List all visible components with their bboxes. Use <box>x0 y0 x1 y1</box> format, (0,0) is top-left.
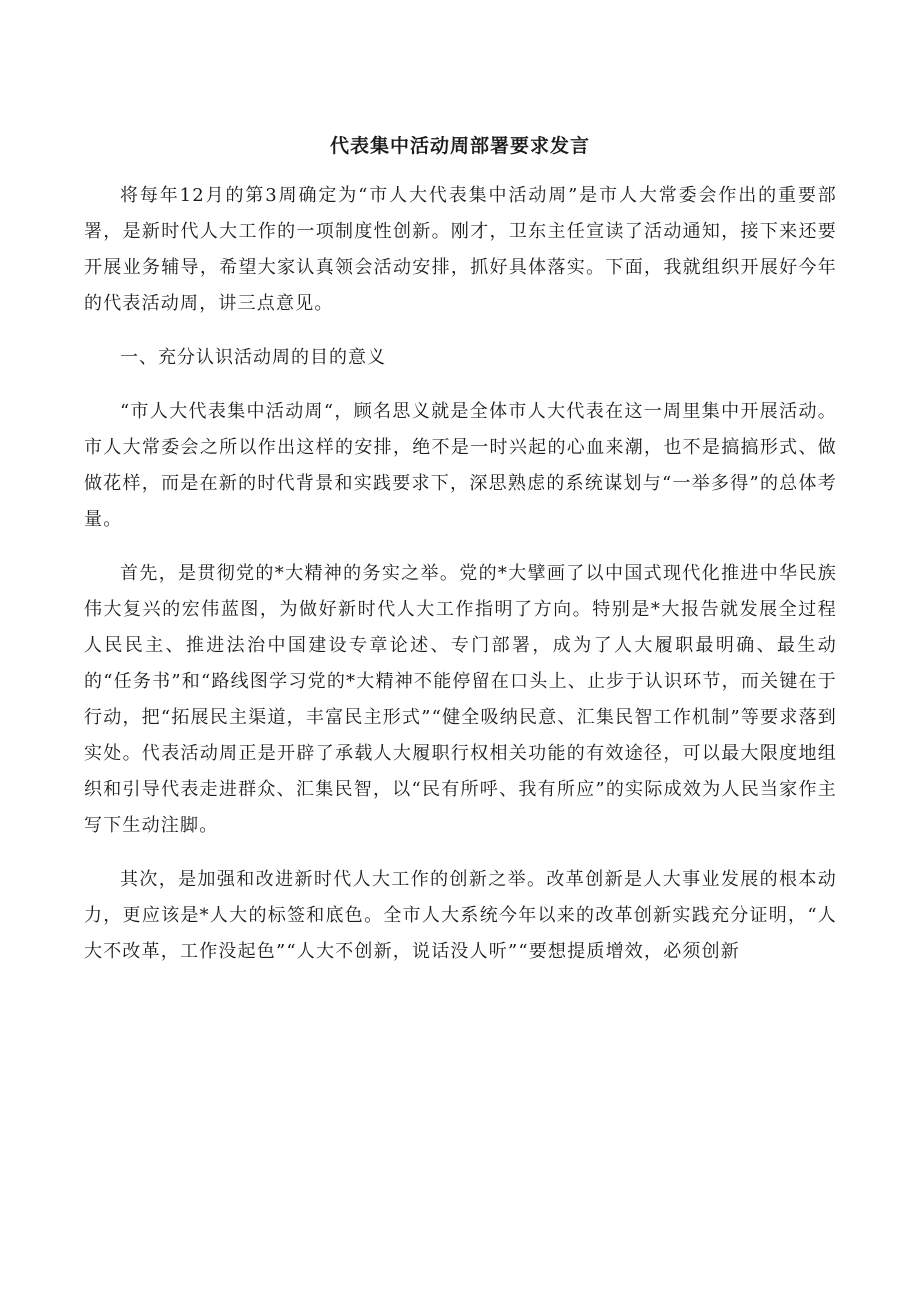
document-title: 代表集中活动周部署要求发言 <box>329 135 590 157</box>
document-body <box>84 178 837 988</box>
section-heading-1: 一、充分认识活动周的目的意义 <box>120 347 386 368</box>
paragraph-second: 其次，是加强和改进新时代人大工作的创新之举。改革创新是人大事业发展的根本动力，更应该是*人大的标签和底色。全市人大系统今年以来的改革创新实践充分证明，“人大不改革，工作没起色”“人大不创新，说话没人听”“要想提质增效，必须创新 <box>84 869 837 962</box>
paragraph-first: 首先，是贯彻党的*大精神的务实之举。党的*大擘画了以中国式现代化推进中华民族伟大复兴的宏伟蓝图，为做好新时代人大工作指明了方向。特别是*大报告就发展全过程人民民主、推进法治中国建设专章论述、专门部署，成为了人大履职最明确、最生动的“任务书”和“路线图学习党的*大精神不能停留在口头上、止步于认识环节，而关键在于行动，把“拓展民主渠道，丰富民主形式”“健全吸纳民意、汇集民智工作机制”等要求落到实处。代表活动周正是开辟了承载人大履职行权相关功能的有效途径，可以最大限度地组织和引导代表走进群众、汇集民智，以“民有所呼、我有所应”的实际成效为人民当家作主写下生动注脚。 <box>84 563 837 836</box>
paragraph-intro: 将每年12月的第3周确定为“市人大代表集中活动周”是市人大常委会作出的重要部署，是新时代人大工作的一项制度性创新。刚才，卫东主任宣读了活动通知，接下来还要开展业务辅导，希望大家认真领会活动安排，抓好具体落实。下面，我就组织开展好今年的代表活动周，讲三点意见。 <box>84 185 837 314</box>
paragraph-meaning: “市人大代表集中活动周“，顾名思义就是全体市人大代表在这一周里集中开展活动。市人大常委会之所以作出这样的安排，绝不是一时兴起的心血来潮，也不是搞搞形式、做做花样，而是在新的时代背景和实践要求下，深思熟虑的系统谋划与“一举多得”的总体考量。 <box>84 401 837 530</box>
